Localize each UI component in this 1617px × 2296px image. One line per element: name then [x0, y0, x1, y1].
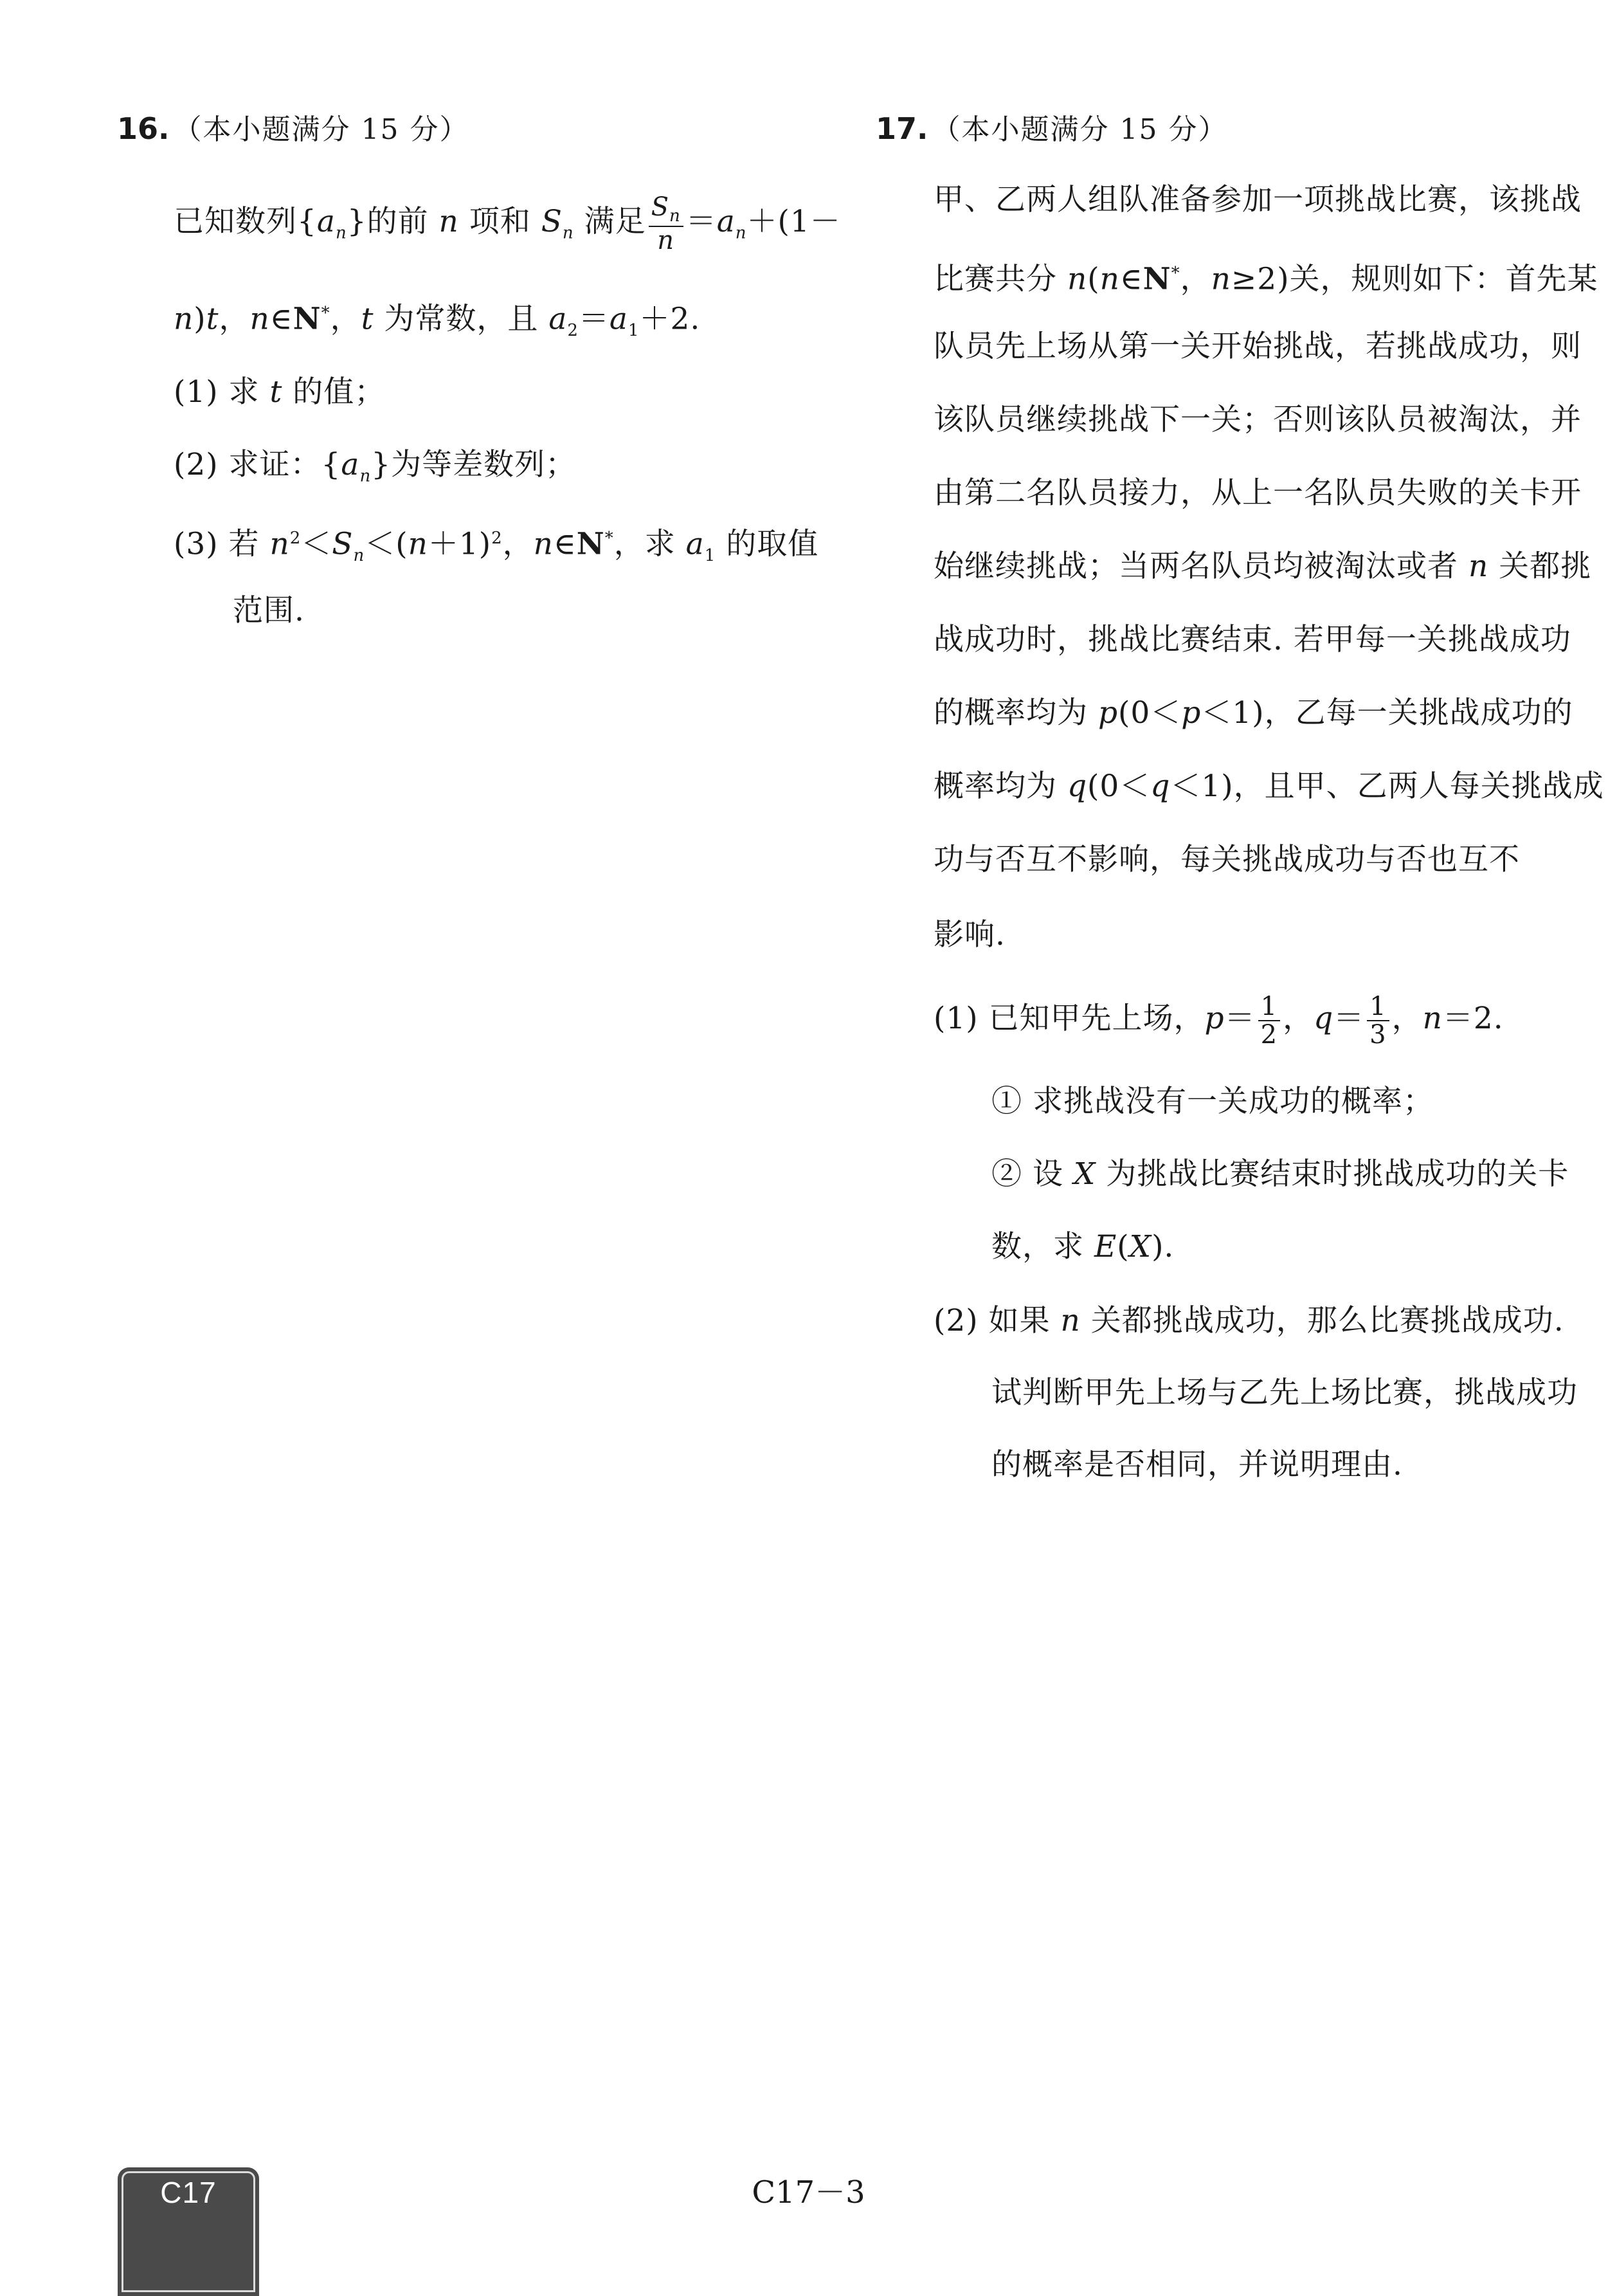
part-2-line-2: 试判断甲先上场与乙先上场比赛，挑战成功 — [991, 1375, 1578, 1410]
part-1-item-1: ① 求挑战没有一关成功的概率； — [991, 1084, 1434, 1119]
part-2-line-3: 的概率是否相同，并说明理由. — [991, 1447, 1403, 1482]
stem-line-9: 概率均为 q(0＜q＜1)，且甲、乙两人每关挑战成 — [934, 769, 1604, 804]
question-number: 17. — [876, 111, 928, 146]
stem-line-7: 战成功时，挑战比赛结束. 若甲每一关挑战成功 — [934, 622, 1571, 657]
stem-line-10: 功与否互不影响，每关挑战成功与否也互不 — [934, 842, 1520, 877]
question-number: 16. — [117, 111, 170, 146]
question-16-header — [117, 103, 850, 154]
fraction-one-third: $\frac{1}{3}$ — [1367, 993, 1389, 1048]
score-note: （本小题满分 15 分） — [932, 113, 1228, 146]
stem-line-2: n)t，n∈N*，t 为常数，且 $a_2=a_1+2$. — [174, 301, 701, 341]
stem-line-6: 始继续挑战；当两名队员均被淘汰或者 n 关都挑 — [934, 549, 1592, 584]
question-17 — [876, 103, 1604, 1501]
fraction-one-half: $\frac{1}{2}$ — [1258, 993, 1280, 1048]
part-1-item-2-line-2: 数，求 E(X). — [991, 1229, 1175, 1264]
part-1-item-2: ② 设 X 为挑战比赛结束时挑战成功的关卡 — [991, 1156, 1569, 1192]
score-note: （本小题满分 15 分） — [173, 113, 469, 146]
question-16 — [117, 103, 850, 646]
stem-line-1: 已知数列$\{a_n\}$的前 n 项和 $S_n$ 满足 $\frac{S_n}{n}$ $=a_n+(1-$ — [174, 192, 841, 255]
section-tab-label: C17 — [160, 2176, 217, 2209]
part-2: (2) 求证：$\{a_n\}$为等差数列； — [174, 447, 577, 486]
stem-line-1: 甲、乙两人组队准备参加一项挑战比赛，该挑战 — [934, 182, 1582, 217]
part-3: (3) 若 $n^2<S_n<(n+1)^2$，n∈N*，求 $a_1$ 的取值 — [174, 526, 819, 566]
stem-line-2: 比赛共分 n(n∈N*，n≥2)关，规则如下：首先某 — [934, 261, 1598, 297]
question-16-body — [117, 174, 850, 646]
question-17-header — [876, 103, 1597, 154]
stem-line-4: 该队员继续挑战下一关；否则该队员被淘汰，并 — [934, 402, 1582, 437]
part-2: (2) 如果 n 关都挑战成功，那么比赛挑战成功. — [934, 1303, 1564, 1338]
part-1: (1) 求 t 的值； — [174, 374, 386, 410]
part-3-line-2: 范围. — [233, 593, 305, 628]
stem-line-3: 队员先上场从第一关开始挑战，若挑战成功，则 — [934, 329, 1582, 364]
fraction-sn-over-n: $\frac{S_n}{n}$ — [649, 194, 683, 253]
question-17-body — [876, 163, 1604, 1501]
stem-line-11: 影响. — [934, 917, 1006, 952]
page-number: C17－3 — [752, 2174, 865, 2210]
stem-line-5: 由第二名队员接力，从上一名队员失败的关卡开 — [934, 475, 1582, 511]
part-1: (1) 已知甲先上场，p＝ $\frac{1}{2}$ ，q＝ $\frac{1}{3}$ ，n＝2. — [934, 992, 1504, 1050]
stem-line-8: 的概率均为 p(0＜p＜1)，乙每一关挑战成功的 — [934, 695, 1573, 731]
